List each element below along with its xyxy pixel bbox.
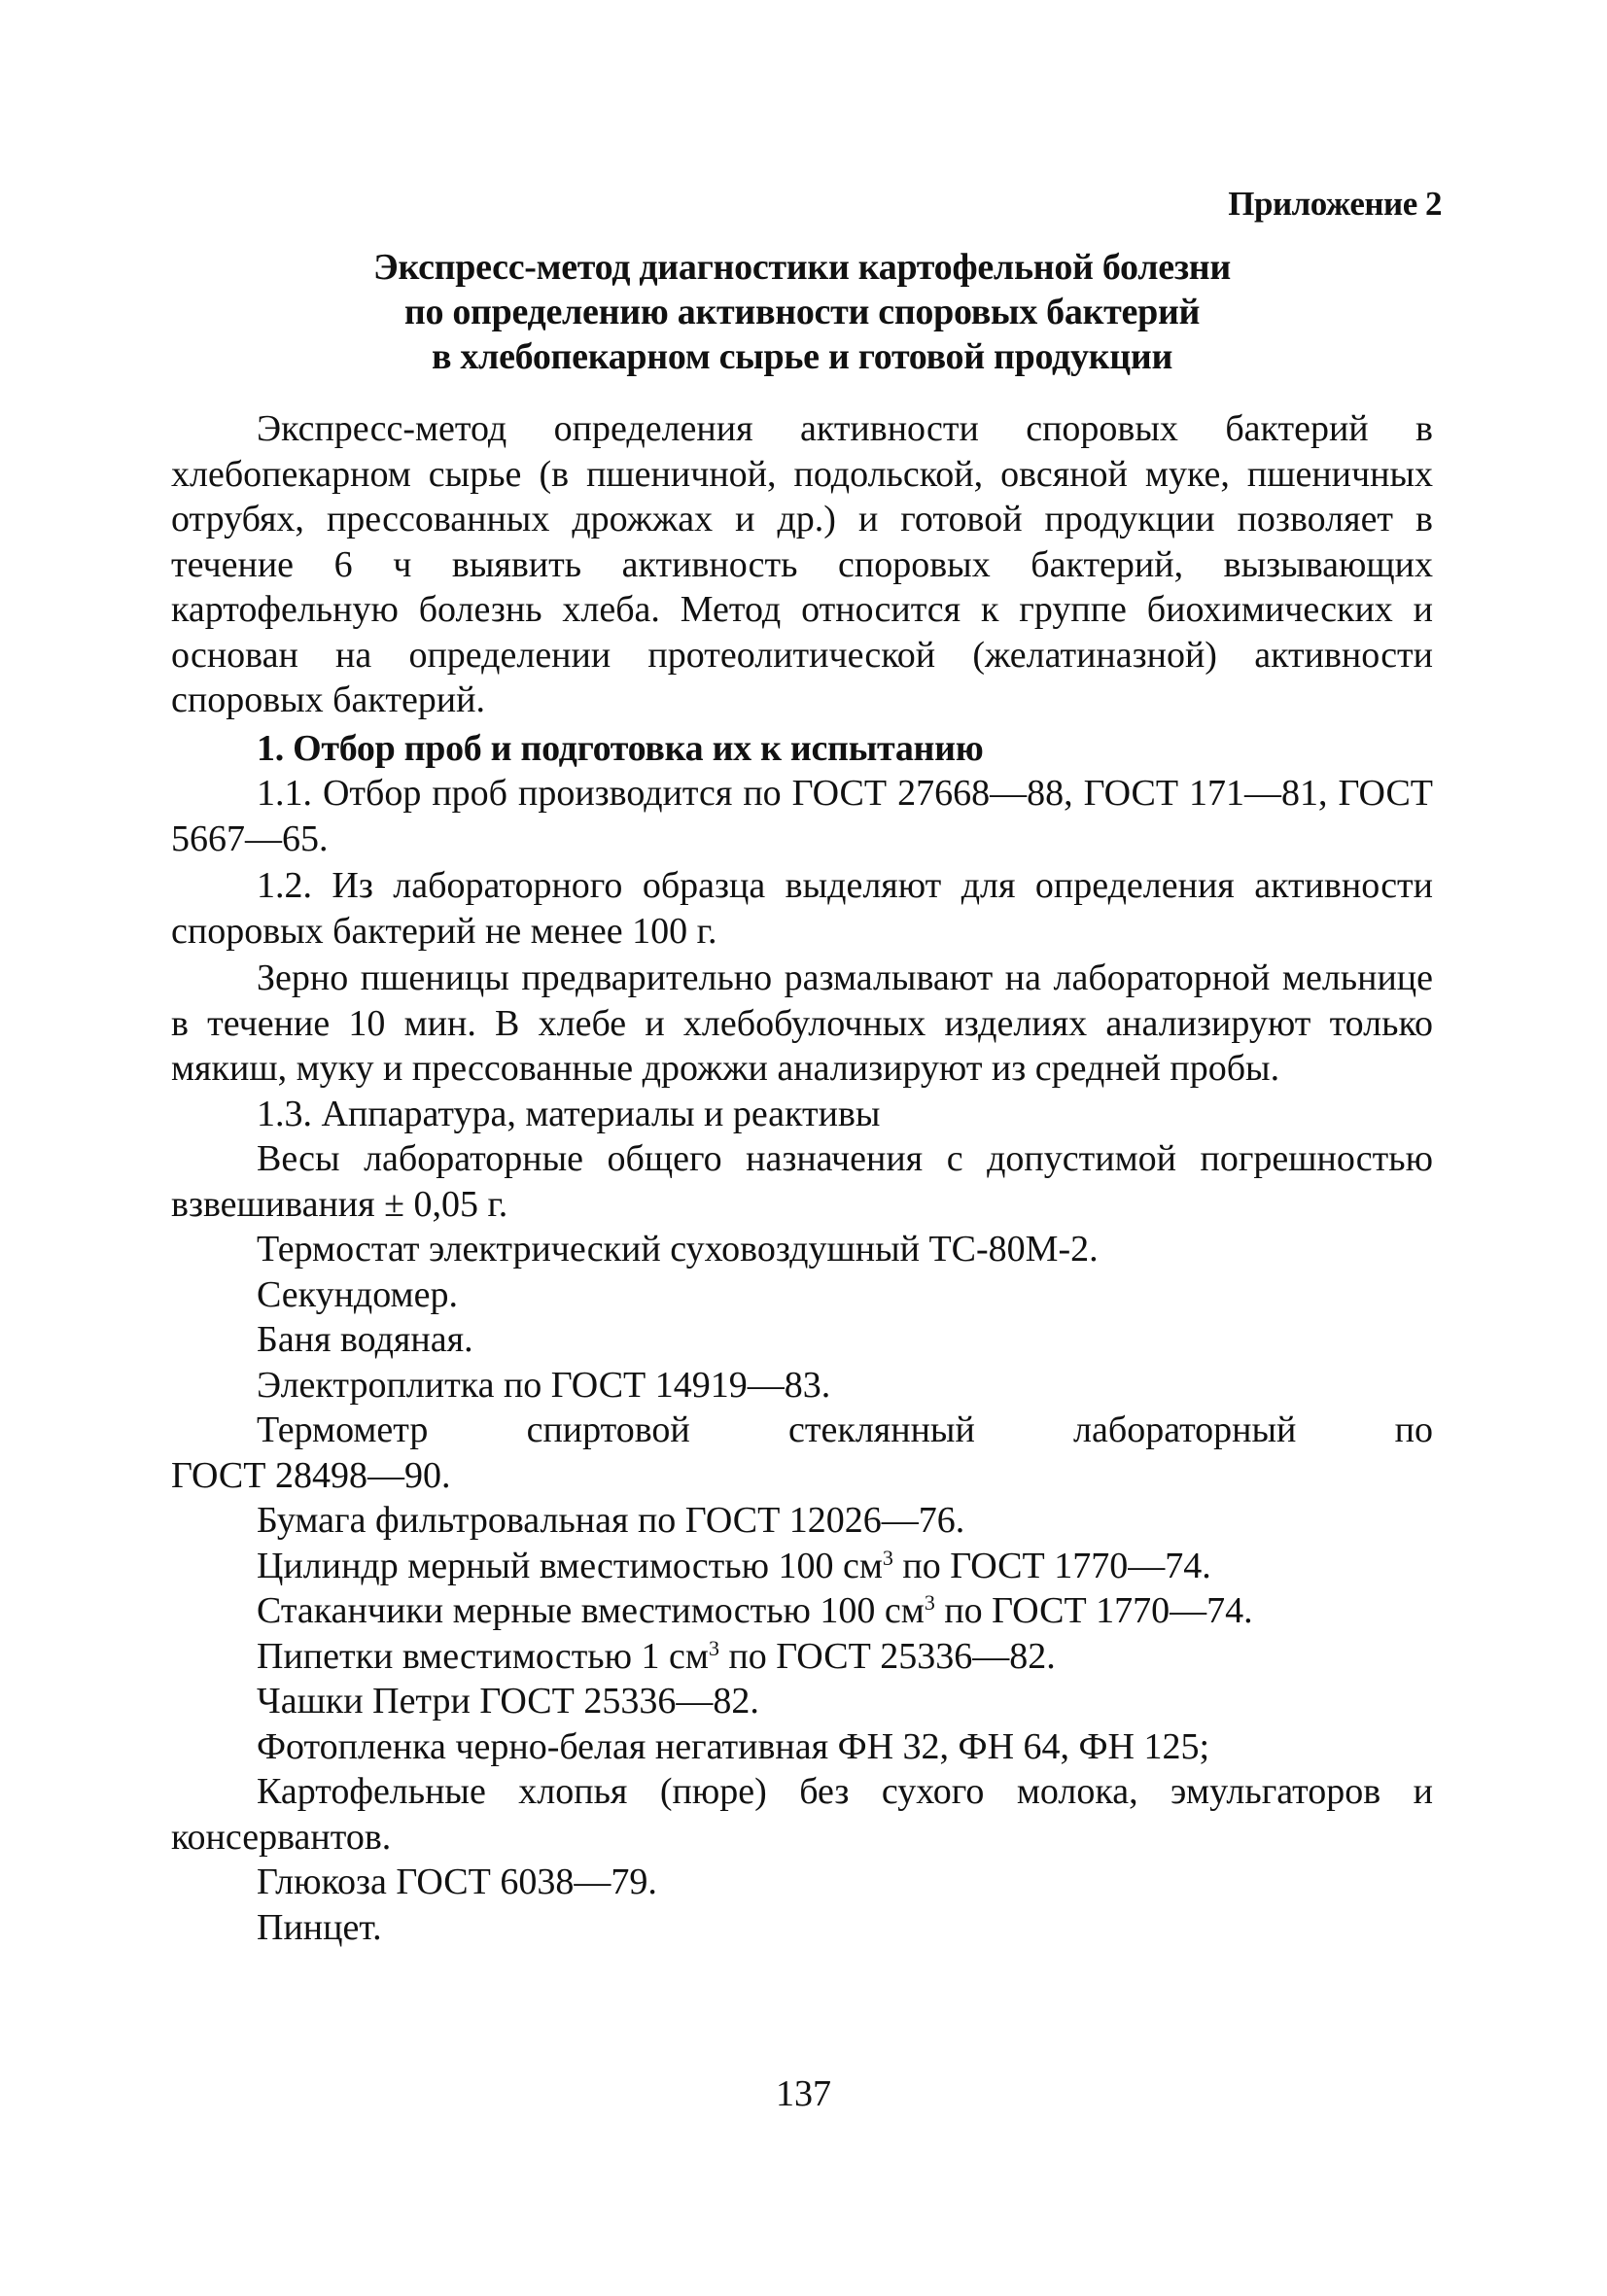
document-body xyxy=(171,406,1433,1950)
item-water-bath: Баня водяная. xyxy=(257,1319,473,1360)
title-line-3: в хлебопекарном сырье и готовой продукции xyxy=(431,336,1173,377)
beakers-text: Стаканчики мерные вместимостью 100 см xyxy=(257,1590,925,1631)
thermometer-word: лабораторный xyxy=(1073,1409,1297,1450)
item-scales: Весы лабораторные общего назначения с допустимой погрешностью взвешивания ± 0,05 г. xyxy=(171,1138,1433,1225)
item-petri-dishes: Чашки Петри ГОСТ 25336—82. xyxy=(257,1681,759,1722)
thermometer-word: стеклянный xyxy=(788,1409,975,1450)
item-glucose: Глюкоза ГОСТ 6038—79. xyxy=(257,1861,657,1902)
intro-paragraph: Экспресс-метод определения активности споровых бактерий в хлебопекарном сырье (в пшеничной, подольской, овсяной муке, пшеничных отрубях, прессованных дрожжах и др.) и готовой продукции позволяет в течение 6 ч выявить активность споровых бактерий, вызывающих картофельную болезнь хлеба. Метод относится к группе биохимических и основан на определении протеолитической (желатиназной) активности споровых бактерий. xyxy=(171,408,1433,720)
item-thermostat: Термостат электрический суховоздушный ТС-80М-2. xyxy=(257,1229,1099,1270)
appendix-label: Приложение 2 xyxy=(1228,185,1442,223)
item-tweezers: Пинцет. xyxy=(257,1906,382,1948)
clause-1-2: 1.2. Из лабораторного образца выделяют для определения активности споровых бактерий не менее 100 г. xyxy=(171,865,1433,952)
clause-1-3: 1.3. Аппаратура, материалы и реактивы xyxy=(257,1093,881,1134)
section-heading: 1. Отбор проб и подготовка их к испытанию xyxy=(257,727,984,769)
item-cylinder xyxy=(171,1544,1433,1589)
thermometer-tail: ГОСТ 28498—90. xyxy=(171,1454,451,1496)
cylinder-standard: по ГОСТ 1770—74. xyxy=(892,1545,1211,1586)
item-pipettes xyxy=(171,1634,1433,1680)
item-potato-flakes: Картофельные хлопья (пюре) без сухого молока, эмульгаторов и консервантов. xyxy=(171,1771,1433,1858)
item-beakers xyxy=(171,1588,1433,1634)
superscript: 3 xyxy=(882,1545,893,1570)
thermometer-word: Термометр xyxy=(257,1409,429,1450)
superscript: 3 xyxy=(708,1635,719,1660)
item-film: Фотопленка черно-белая негативная ФН 32, ФН 64, ФН 125; xyxy=(257,1725,1210,1767)
thermometer-word: по xyxy=(1394,1409,1433,1450)
thermometer-line xyxy=(171,1408,1433,1453)
pipettes-standard: по ГОСТ 25336—82. xyxy=(718,1635,1056,1677)
cylinder-text: Цилиндр мерный вместимостью 100 см xyxy=(257,1545,883,1586)
item-stopwatch: Секундомер. xyxy=(257,1273,458,1315)
item-filter-paper: Бумага фильтровальная по ГОСТ 12026—76. xyxy=(257,1500,965,1541)
document-title xyxy=(165,245,1439,379)
item-hotplate: Электроплитка по ГОСТ 14919—83. xyxy=(257,1364,831,1406)
thermometer-word: спиртовой xyxy=(526,1409,690,1450)
item-thermometer xyxy=(171,1408,1433,1498)
beakers-standard: по ГОСТ 1770—74. xyxy=(934,1590,1253,1631)
title-line-2: по определению активности споровых бактерий xyxy=(403,292,1201,332)
clause-1-1: 1.1. Отбор проб производится по ГОСТ 27668—88, ГОСТ 171—81, ГОСТ 5667—65. xyxy=(171,773,1433,859)
grain-paragraph: Зерно пшеницы предварительно размалывают на лабораторной мельнице в течение 10 мин. В хлебе и хлебобулочных изделиях анализируют только мякиш, муку и прессованные дрожжи анализируют из средней пробы. xyxy=(171,957,1433,1089)
page-number: 137 xyxy=(776,2073,831,2114)
superscript: 3 xyxy=(924,1590,935,1615)
pipettes-text: Пипетки вместимостью 1 см xyxy=(257,1635,709,1677)
title-line-1: Экспресс-метод диагностики картофельной болезни xyxy=(373,247,1231,288)
